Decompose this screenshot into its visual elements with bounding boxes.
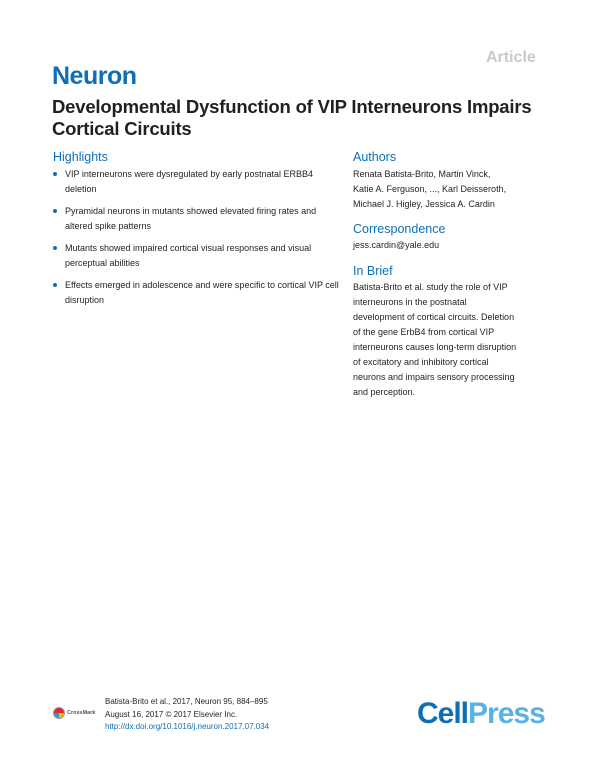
in-brief-line: of the gene ErbB4 from cortical VIP	[353, 327, 495, 337]
highlight-item	[53, 167, 343, 197]
authors-heading: Authors	[353, 150, 397, 164]
citation-line: Batista-Brito et al., 2017, Neuron 95, 884–895	[105, 697, 268, 706]
in-brief-line: of excitatory and inhibitory cortical	[353, 357, 489, 367]
bullet-icon	[53, 283, 57, 287]
paper-title: Developmental Dysfunction of VIP Interneurons Impairs Cortical Circuits	[52, 96, 532, 139]
in-brief-line: development of cortical circuits. Deletion	[353, 312, 515, 322]
authors-line: Michael J. Higley, Jessica A. Cardin	[353, 199, 495, 209]
highlight-text: VIP interneurons were dysregulated by early postnatal ERBB4 deletion	[65, 169, 313, 194]
highlights-heading: Highlights	[53, 150, 108, 164]
doi-link[interactable]: http://dx.doi.org/10.1016/j.neuron.2017.07.034	[105, 722, 270, 731]
bullet-icon	[53, 209, 57, 213]
highlight-text: Effects emerged in adolescence and were specific to cortical VIP cell disruption	[65, 280, 339, 305]
correspondence-heading: Correspondence	[353, 222, 446, 236]
in-brief-line: interneurons causes long-term disruption	[353, 342, 517, 352]
citation-block	[105, 696, 269, 734]
highlight-item	[53, 278, 343, 308]
in-brief-line: interneurons in the postnatal	[353, 297, 467, 307]
highlights-list	[53, 167, 343, 315]
in-brief-text	[353, 280, 553, 400]
journal-logo: Neuron	[52, 62, 137, 90]
bullet-icon	[53, 246, 57, 250]
crossmark-badge[interactable]	[53, 707, 95, 719]
in-brief-line: Batista-Brito et al. study the role of VIP	[353, 282, 508, 292]
cellpress-logo-press: Press	[468, 697, 545, 730]
in-brief-line: neurons and impairs sensory processing	[353, 372, 515, 382]
authors-line: Katie A. Ferguson, ..., Karl Deisseroth,	[353, 184, 507, 194]
crossmark-icon	[53, 707, 65, 719]
cellpress-logo	[417, 697, 545, 731]
bullet-icon	[53, 172, 57, 176]
crossmark-label: CrossMark	[67, 710, 96, 716]
authors-line: Renata Batista-Brito, Martin Vinck,	[353, 169, 491, 179]
highlight-text: Mutants showed impaired cortical visual responses and visual perceptual abilities	[65, 243, 312, 268]
article-type-label: Article	[486, 49, 536, 66]
in-brief-line: and perception.	[353, 387, 416, 397]
in-brief-heading: In Brief	[353, 264, 393, 278]
highlight-item	[53, 204, 343, 234]
cellpress-logo-cell: Cell	[417, 697, 469, 730]
date-copyright-line: August 16, 2017 © 2017 Elsevier Inc.	[105, 709, 238, 719]
highlight-text: Pyramidal neurons in mutants showed elevated firing rates and altered spike patterns	[65, 206, 317, 231]
authors-list	[353, 167, 553, 212]
highlight-item	[53, 241, 343, 271]
correspondence-email[interactable]: jess.cardin@yale.edu	[353, 240, 440, 250]
